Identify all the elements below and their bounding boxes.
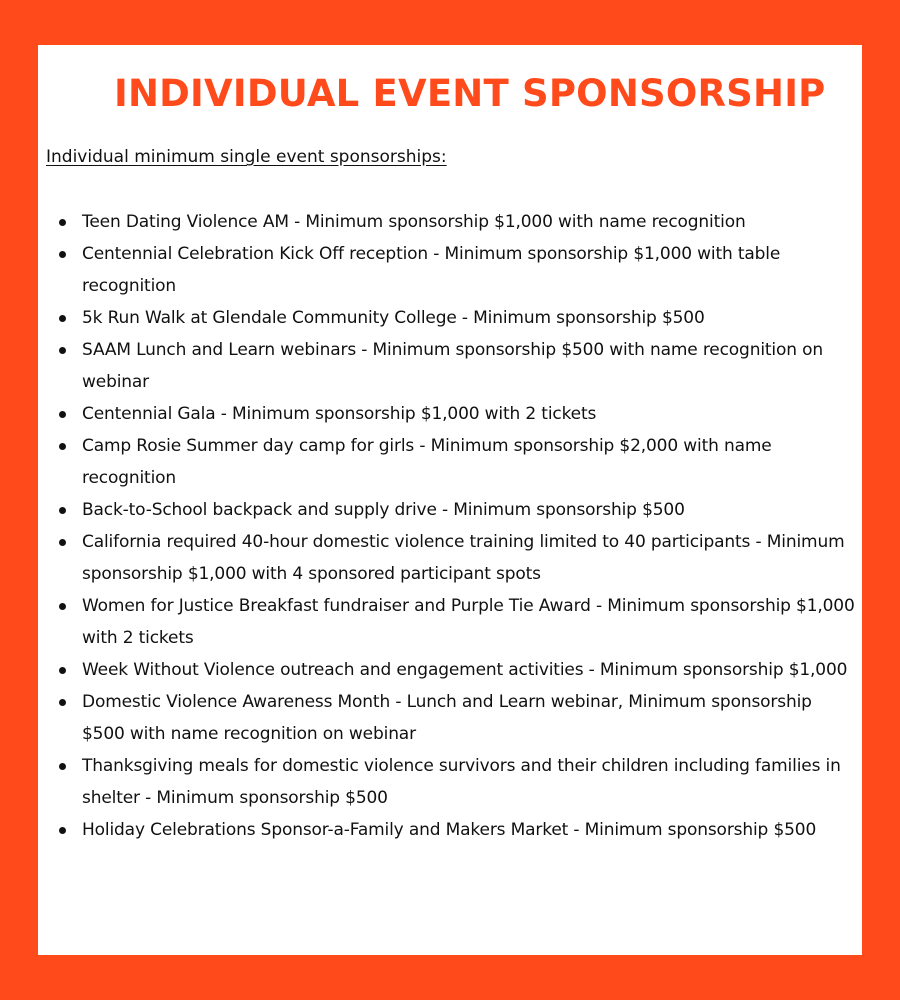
bullet-icon xyxy=(59,347,66,354)
list-item xyxy=(38,206,862,238)
bullet-icon xyxy=(59,507,66,514)
list-item-text: 5k Run Walk at Glendale Community College - Minimum sponsorship $500 xyxy=(82,308,705,328)
list-item-text: Back-to-School backpack and supply drive - Minimum sponsorship $500 xyxy=(82,500,685,520)
bullet-icon xyxy=(59,539,66,546)
list-item-text: Camp Rosie Summer day camp for girls - Minimum sponsorship $2,000 with name recognition xyxy=(82,436,772,488)
list-item-text: Women for Justice Breakfast fundraiser and Purple Tie Award - Minimum sponsorship $1,000 with 2 tickets xyxy=(82,596,855,648)
list-item-text: Thanksgiving meals for domestic violence survivors and their children including families in shelter - Minimum sponsorship $500 xyxy=(82,756,841,808)
list-item xyxy=(38,654,862,686)
list-item xyxy=(38,814,862,846)
list-item-text: Centennial Celebration Kick Off reception - Minimum sponsorship $1,000 with table recognition xyxy=(82,244,781,296)
bullet-icon xyxy=(59,699,66,706)
sponsorship-card xyxy=(38,45,862,955)
list-item-text: Centennial Gala - Minimum sponsorship $1,000 with 2 tickets xyxy=(82,404,597,424)
list-item-text: California required 40-hour domestic violence training limited to 40 participants - Minimum sponsorship $1,000 with 4 sponsored participant spots xyxy=(82,532,845,584)
list-item-text: Domestic Violence Awareness Month - Lunch and Learn webinar, Minimum sponsorship $500 with name recognition on webinar xyxy=(82,692,812,744)
bullet-icon xyxy=(59,315,66,322)
list-item xyxy=(38,302,862,334)
bullet-icon xyxy=(59,251,66,258)
list-item xyxy=(38,334,862,398)
list-item-text: Teen Dating Violence AM - Minimum sponsorship $1,000 with name recognition xyxy=(82,212,746,232)
bullet-icon xyxy=(59,219,66,226)
list-item xyxy=(38,494,862,526)
bullet-icon xyxy=(59,827,66,834)
list-item-text: SAAM Lunch and Learn webinars - Minimum sponsorship $500 with name recognition on webinar xyxy=(82,340,823,392)
list-item xyxy=(38,686,862,750)
list-item xyxy=(38,590,862,654)
bullet-icon xyxy=(59,667,66,674)
list-item xyxy=(38,398,862,430)
section-subtitle: Individual minimum single event sponsorships: xyxy=(46,147,447,167)
list-item-text: Holiday Celebrations Sponsor-a-Family and Makers Market - Minimum sponsorship $500 xyxy=(82,820,817,840)
list-item xyxy=(38,526,862,590)
list-item xyxy=(38,430,862,494)
list-item-text: Week Without Violence outreach and engagement activities - Minimum sponsorship $1,000 xyxy=(82,660,848,680)
bullet-icon xyxy=(59,443,66,450)
page-title: INDIVIDUAL EVENT SPONSORSHIP xyxy=(114,72,826,115)
list-item xyxy=(38,238,862,302)
bullet-icon xyxy=(59,603,66,610)
bullet-icon xyxy=(59,763,66,770)
bullet-icon xyxy=(59,411,66,418)
sponsorship-list xyxy=(38,206,862,846)
list-item xyxy=(38,750,862,814)
